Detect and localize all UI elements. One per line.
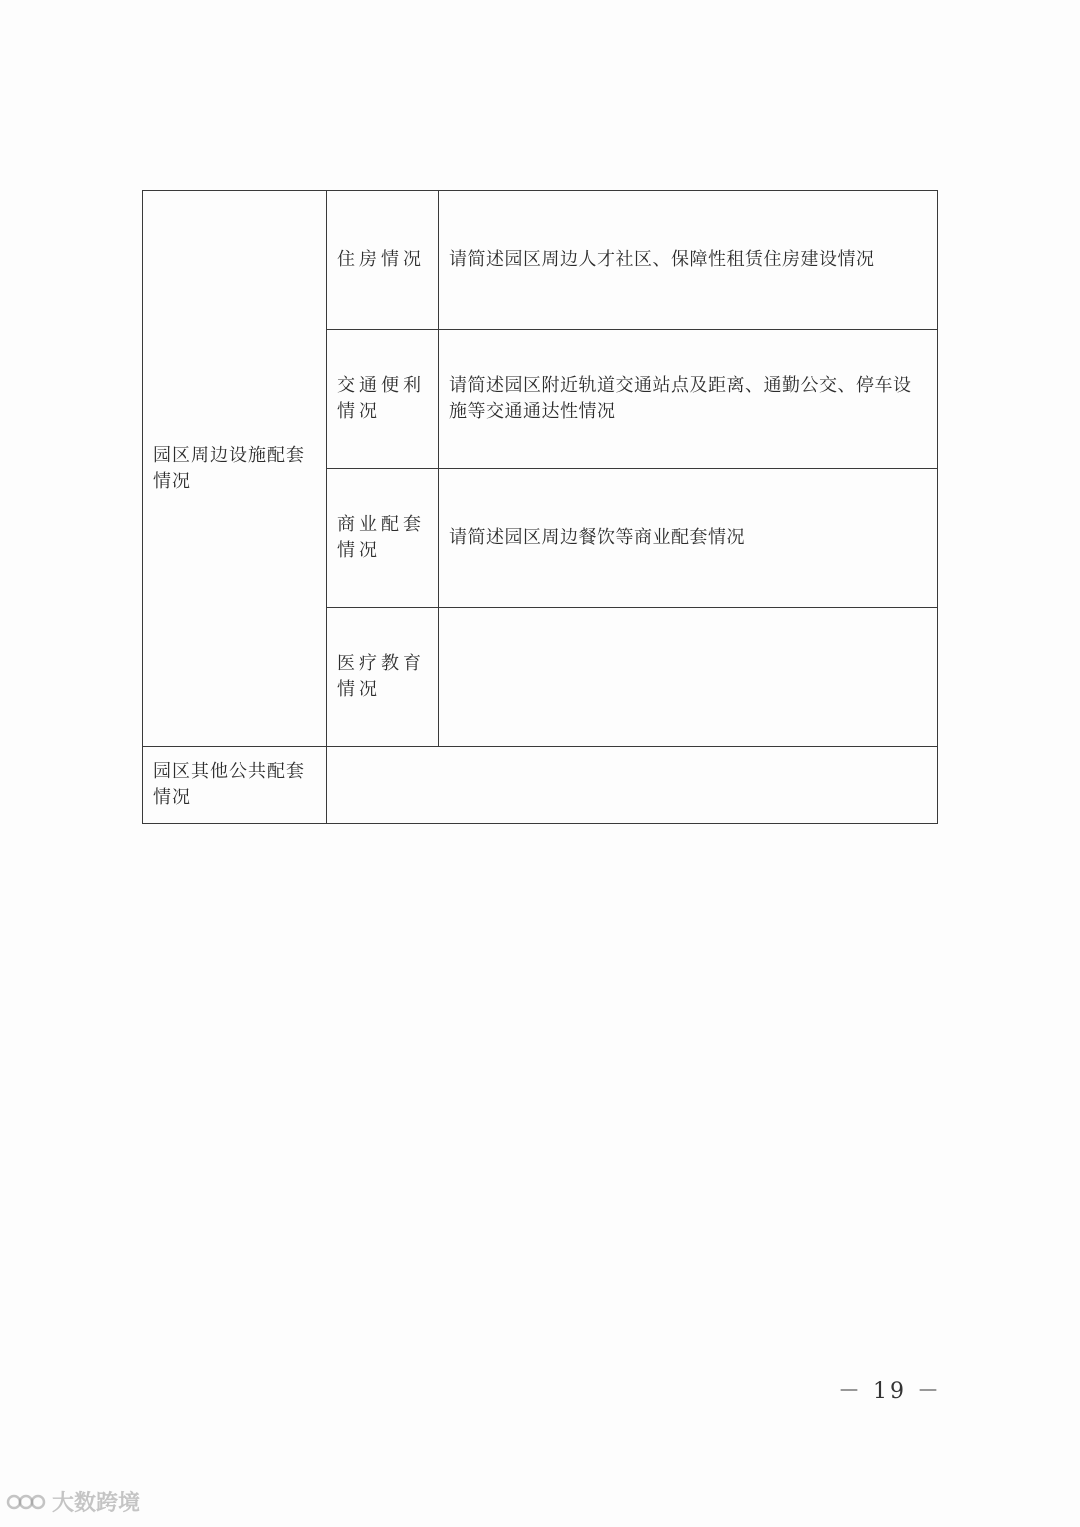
subcategory-cell-medical-education: 医疗教育情况	[327, 608, 439, 747]
subcategory-cell-housing: 住房情况	[327, 191, 439, 330]
table-row	[143, 191, 938, 330]
description-cell-medical-education	[439, 608, 938, 747]
description-cell-transport: 请简述园区附近轨道交通站点及距离、通勤公交、停车设施等交通通达性情况	[439, 330, 938, 469]
table-row	[143, 747, 938, 824]
watermark-text: 大数跨境	[52, 1491, 141, 1516]
page-number: － 19 －	[838, 1379, 942, 1404]
subcategory-cell-commercial: 商业配套情况	[327, 469, 439, 608]
category-cell-surrounding-facilities: 园区周边设施配套情况	[143, 191, 327, 747]
description-cell-commercial: 请简述园区周边餐饮等商业配套情况	[439, 469, 938, 608]
subcategory-cell-transport: 交通便利情况	[327, 330, 439, 469]
watermark	[6, 1486, 140, 1517]
description-cell-housing: 请简述园区周边人才社区、保障性租赁住房建设情况	[439, 191, 938, 330]
facilities-table	[142, 190, 938, 824]
brand-logo-icon	[6, 1491, 46, 1513]
category-cell-other-public-facilities: 园区其他公共配套情况	[143, 747, 327, 824]
value-cell-other-public-facilities	[327, 747, 938, 824]
